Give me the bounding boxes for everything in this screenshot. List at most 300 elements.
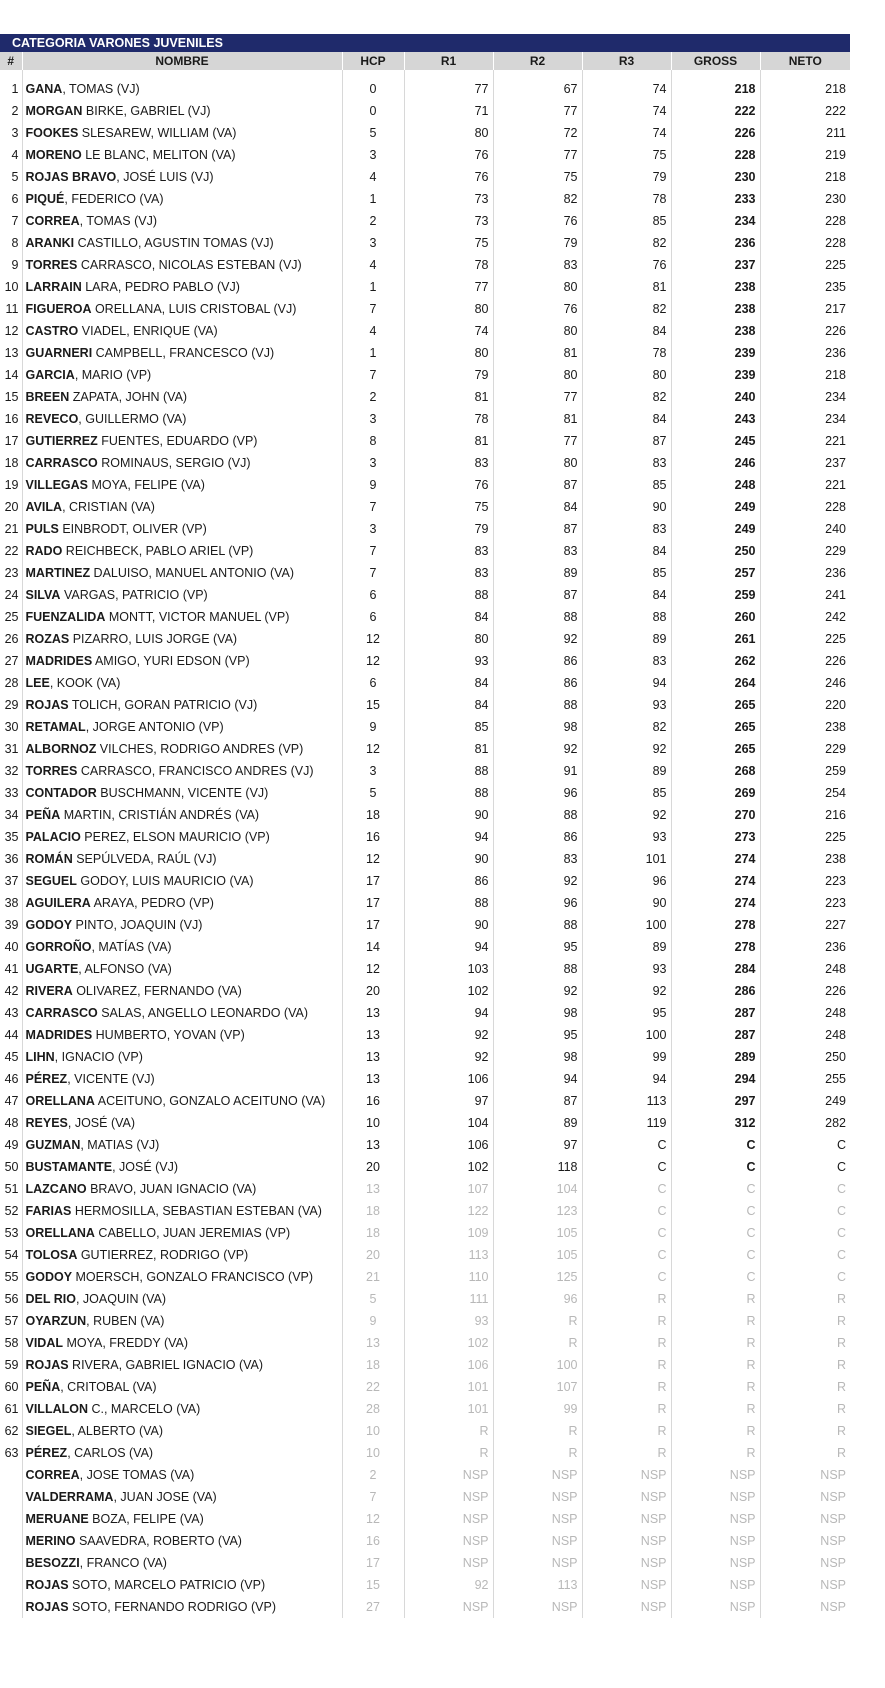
player-given-name: VILCHES, RODRIGO ANDRES (VP) [96, 742, 304, 756]
cell-gross: 294 [671, 1068, 760, 1090]
cell-gross: 237 [671, 254, 760, 276]
cell-player-name [22, 1574, 342, 1596]
cell-player-name [22, 122, 342, 144]
cell-r2: 100 [493, 1354, 582, 1376]
player-given-name: BOZA, FELIPE (VA) [88, 1512, 204, 1526]
cell-r2: 104 [493, 1178, 582, 1200]
cell-r1: NSP [404, 1508, 493, 1530]
cell-gross: 278 [671, 914, 760, 936]
cell-r3: 101 [582, 848, 671, 870]
player-surname: SIEGEL [25, 1424, 72, 1438]
cell-neto: 237 [760, 452, 850, 474]
cell-player-name [22, 562, 342, 584]
cell-r1: 101 [404, 1376, 493, 1398]
cell-r3: 94 [582, 1068, 671, 1090]
cell-player-name [22, 1244, 342, 1266]
cell-hcp: 18 [342, 804, 404, 826]
cell-player-name [22, 364, 342, 386]
table-row [0, 1222, 850, 1244]
table-row [0, 540, 850, 562]
cell-neto: 221 [760, 430, 850, 452]
player-surname: VIDAL [25, 1336, 63, 1350]
cell-gross: C [671, 1266, 760, 1288]
cell-r2: 88 [493, 914, 582, 936]
cell-gross: 249 [671, 496, 760, 518]
cell-position: 36 [4, 852, 19, 866]
cell-gross: 233 [671, 188, 760, 210]
player-given-name: , KOOK (VA) [49, 676, 121, 690]
table-row [0, 1156, 850, 1178]
cell-player-name [22, 1002, 342, 1024]
cell-r2: 83 [493, 254, 582, 276]
table-row [0, 562, 850, 584]
cell-r3: 84 [582, 540, 671, 562]
table-row [0, 78, 850, 100]
cell-player-name [22, 782, 342, 804]
player-given-name: SAAVEDRA, ROBERTO (VA) [75, 1534, 242, 1548]
player-surname: ORELLANA [25, 1226, 95, 1240]
cell-gross: 257 [671, 562, 760, 584]
player-given-name: SLESAREW, WILLIAM (VA) [78, 126, 237, 140]
cell-hcp: 4 [342, 320, 404, 342]
cell-gross: R [671, 1354, 760, 1376]
player-surname: VALDERRAMA [25, 1490, 114, 1504]
cell-player-name [22, 1596, 342, 1618]
cell-gross: C [671, 1200, 760, 1222]
player-surname: ROJAS [25, 1358, 69, 1372]
cell-r2: 82 [493, 188, 582, 210]
player-given-name: ORELLANA, LUIS CRISTOBAL (VJ) [91, 302, 297, 316]
cell-neto: 226 [760, 650, 850, 672]
cell-r2: 77 [493, 430, 582, 452]
table-row [0, 276, 850, 298]
cell-hcp: 13 [342, 1068, 404, 1090]
cell-position: 58 [4, 1336, 19, 1350]
cell-r2: 97 [493, 1134, 582, 1156]
cell-r2: 83 [493, 848, 582, 870]
cell-player-name [22, 1464, 342, 1486]
cell-neto: 228 [760, 210, 850, 232]
cell-neto: 234 [760, 386, 850, 408]
cell-r2: 80 [493, 320, 582, 342]
results-sheet [0, 34, 850, 1618]
cell-hcp: 7 [342, 364, 404, 386]
cell-gross: 264 [671, 672, 760, 694]
player-surname: MARTINEZ [25, 566, 91, 580]
cell-position: 4 [11, 148, 19, 162]
cell-gross: 269 [671, 782, 760, 804]
cell-neto: R [760, 1398, 850, 1420]
cell-player-name [22, 804, 342, 826]
player-given-name: , JOAQUIN (VA) [75, 1292, 167, 1306]
cell-hcp: 10 [342, 1420, 404, 1442]
cell-hcp: 27 [342, 1596, 404, 1618]
cell-r3: NSP [582, 1574, 671, 1596]
cell-gross: 230 [671, 166, 760, 188]
cell-gross: 312 [671, 1112, 760, 1134]
cell-neto: 223 [760, 892, 850, 914]
cell-r1: 84 [404, 694, 493, 716]
cell-hcp: 0 [342, 100, 404, 122]
cell-r2: 92 [493, 628, 582, 650]
table-row [0, 1420, 850, 1442]
cell-r2: 84 [493, 496, 582, 518]
cell-position: 55 [4, 1270, 19, 1284]
player-surname: VILLEGAS [25, 478, 89, 492]
cell-r1: 102 [404, 980, 493, 1002]
player-given-name: , JORGE ANTONIO (VP) [85, 720, 224, 734]
cell-r3: 85 [582, 782, 671, 804]
table-row [0, 386, 850, 408]
table-row [0, 430, 850, 452]
cell-r3: C [582, 1266, 671, 1288]
cell-hcp: 7 [342, 562, 404, 584]
cell-r2: 77 [493, 144, 582, 166]
table-row [0, 1024, 850, 1046]
player-surname: ROJAS [25, 1600, 69, 1614]
cell-hcp: 13 [342, 1332, 404, 1354]
player-surname: ROMÁN [25, 852, 73, 866]
cell-r1: 103 [404, 958, 493, 980]
player-surname: FARIAS [25, 1204, 72, 1218]
cell-gross: R [671, 1420, 760, 1442]
player-surname: BREEN [25, 390, 70, 404]
cell-position: 60 [4, 1380, 19, 1394]
header-neto: NETO [760, 52, 850, 70]
cell-hcp: 7 [342, 496, 404, 518]
cell-hcp: 18 [342, 1354, 404, 1376]
header-r1: R1 [404, 52, 493, 70]
player-surname: GARCIA [25, 368, 75, 382]
cell-player-name [22, 342, 342, 364]
cell-neto: R [760, 1354, 850, 1376]
table-row [0, 1200, 850, 1222]
cell-player-name [22, 452, 342, 474]
cell-r2: 88 [493, 958, 582, 980]
cell-player-name [22, 1024, 342, 1046]
cell-r2: 105 [493, 1244, 582, 1266]
cell-r3: C [582, 1134, 671, 1156]
cell-hcp: 5 [342, 782, 404, 804]
table-row [0, 1178, 850, 1200]
player-given-name: SOTO, MARCELO PATRICIO (VP) [68, 1578, 266, 1592]
player-given-name: PEREZ, ELSON MAURICIO (VP) [80, 830, 270, 844]
player-given-name: ARAYA, PEDRO (VP) [90, 896, 214, 910]
cell-r3: 93 [582, 958, 671, 980]
cell-player-name [22, 584, 342, 606]
cell-gross: C [671, 1178, 760, 1200]
cell-r1: 74 [404, 320, 493, 342]
cell-r2: 96 [493, 892, 582, 914]
cell-neto: 242 [760, 606, 850, 628]
player-surname: VILLALON [25, 1402, 88, 1416]
cell-r3: C [582, 1156, 671, 1178]
cell-r1: 81 [404, 386, 493, 408]
cell-r1: 90 [404, 848, 493, 870]
cell-r2: 76 [493, 298, 582, 320]
cell-r3: 83 [582, 452, 671, 474]
player-given-name: MARTIN, CRISTIÁN ANDRÉS (VA) [60, 808, 260, 822]
cell-hcp: 1 [342, 276, 404, 298]
cell-hcp: 9 [342, 716, 404, 738]
player-surname: DEL RIO [25, 1292, 76, 1306]
cell-hcp: 7 [342, 540, 404, 562]
cell-r2: 87 [493, 584, 582, 606]
cell-position: 27 [4, 654, 19, 668]
cell-position: 57 [4, 1314, 19, 1328]
cell-r2: 98 [493, 716, 582, 738]
cell-player-name [22, 1068, 342, 1090]
cell-position [0, 1596, 22, 1618]
player-surname: CORREA [25, 1468, 80, 1482]
player-given-name: , VICENTE (VJ) [67, 1072, 155, 1086]
cell-position: 25 [4, 610, 19, 624]
cell-hcp: 21 [342, 1266, 404, 1288]
cell-position: 10 [4, 280, 19, 294]
cell-neto: C [760, 1156, 850, 1178]
cell-neto: C [760, 1134, 850, 1156]
player-given-name: OLIVAREZ, FERNANDO (VA) [72, 984, 242, 998]
cell-hcp: 15 [342, 1574, 404, 1596]
player-given-name: , IGNACIO (VP) [54, 1050, 143, 1064]
player-given-name: VIADEL, ENRIQUE (VA) [78, 324, 218, 338]
cell-r2: 87 [493, 474, 582, 496]
player-given-name: LE BLANC, MELITON (VA) [81, 148, 236, 162]
results-body [0, 70, 850, 1618]
player-given-name: MOERSCH, GONZALO FRANCISCO (VP) [72, 1270, 314, 1284]
cell-r1: 76 [404, 474, 493, 496]
cell-position: 43 [4, 1006, 19, 1020]
cell-hcp: 12 [342, 1508, 404, 1530]
cell-r1: 81 [404, 738, 493, 760]
player-given-name: , MATÍAS (VA) [91, 940, 172, 954]
cell-r2: 88 [493, 804, 582, 826]
cell-r3: R [582, 1332, 671, 1354]
cell-hcp: 6 [342, 606, 404, 628]
player-surname: LEE [25, 676, 50, 690]
table-row [0, 1244, 850, 1266]
cell-position: 52 [4, 1204, 19, 1218]
player-given-name: , CRISTIAN (VA) [62, 500, 155, 514]
player-surname: UGARTE [25, 962, 79, 976]
cell-r3: NSP [582, 1508, 671, 1530]
cell-r1: 80 [404, 122, 493, 144]
table-row [0, 1464, 850, 1486]
player-given-name: CASTILLO, AGUSTIN TOMAS (VJ) [74, 236, 274, 250]
cell-r2: 95 [493, 1024, 582, 1046]
cell-gross: 287 [671, 1024, 760, 1046]
cell-r2: 105 [493, 1222, 582, 1244]
cell-gross: 246 [671, 452, 760, 474]
table-row [0, 298, 850, 320]
cell-neto: 221 [760, 474, 850, 496]
table-row [0, 1530, 850, 1552]
cell-r3: R [582, 1376, 671, 1398]
table-row [0, 650, 850, 672]
cell-r1: 76 [404, 144, 493, 166]
cell-position: 47 [4, 1094, 19, 1108]
cell-position: 45 [4, 1050, 19, 1064]
table-row [0, 584, 850, 606]
cell-hcp: 6 [342, 672, 404, 694]
cell-position: 18 [4, 456, 19, 470]
player-surname: CARRASCO [25, 456, 98, 470]
cell-gross: 218 [671, 78, 760, 100]
cell-neto: R [760, 1420, 850, 1442]
player-given-name: GODOY, LUIS MAURICIO (VA) [76, 874, 254, 888]
cell-hcp: 3 [342, 232, 404, 254]
cell-position [0, 1508, 22, 1530]
cell-player-name [22, 1200, 342, 1222]
cell-hcp: 5 [342, 122, 404, 144]
cell-r3: NSP [582, 1486, 671, 1508]
cell-hcp: 3 [342, 518, 404, 540]
player-given-name: SEPÚLVEDA, RAÚL (VJ) [72, 852, 217, 866]
cell-r1: NSP [404, 1596, 493, 1618]
cell-hcp: 15 [342, 694, 404, 716]
cell-gross: NSP [671, 1508, 760, 1530]
cell-player-name [22, 606, 342, 628]
cell-player-name [22, 694, 342, 716]
cell-r2: 77 [493, 100, 582, 122]
player-surname: ROJAS [25, 1578, 69, 1592]
cell-gross: 236 [671, 232, 760, 254]
cell-player-name [22, 1332, 342, 1354]
player-surname: BESOZZI [25, 1556, 80, 1570]
cell-player-name [22, 408, 342, 430]
cell-r3: 80 [582, 364, 671, 386]
cell-hcp: 28 [342, 1398, 404, 1420]
cell-r1: 93 [404, 650, 493, 672]
table-row [0, 870, 850, 892]
cell-neto: 218 [760, 78, 850, 100]
cell-r2: R [493, 1442, 582, 1464]
player-surname: PIQUÉ [25, 192, 65, 206]
cell-r1: 94 [404, 936, 493, 958]
player-given-name: FUENTES, EDUARDO (VP) [97, 434, 258, 448]
cell-r3: 93 [582, 826, 671, 848]
cell-r3: 87 [582, 430, 671, 452]
cell-r2: 98 [493, 1002, 582, 1024]
player-surname: RADO [25, 544, 63, 558]
player-surname: MORGAN [25, 104, 83, 118]
player-given-name: , JOSÉ (VJ) [112, 1160, 179, 1174]
cell-r3: 113 [582, 1090, 671, 1112]
cell-neto: 249 [760, 1090, 850, 1112]
cell-player-name [22, 320, 342, 342]
player-given-name: C., MARCELO (VA) [88, 1402, 201, 1416]
cell-r3: 84 [582, 584, 671, 606]
cell-player-name [22, 1508, 342, 1530]
table-row [0, 452, 850, 474]
cell-r1: 78 [404, 254, 493, 276]
cell-position: 3 [11, 126, 19, 140]
player-given-name: , JOSÉ (VA) [67, 1116, 136, 1130]
player-surname: AGUILERA [25, 896, 91, 910]
cell-position [0, 1486, 22, 1508]
cell-player-name [22, 716, 342, 738]
cell-r1: 122 [404, 1200, 493, 1222]
table-row [0, 518, 850, 540]
cell-r1: 76 [404, 166, 493, 188]
cell-position: 44 [4, 1028, 19, 1042]
header-row [0, 52, 850, 70]
cell-gross: 238 [671, 276, 760, 298]
cell-neto: 248 [760, 958, 850, 980]
cell-neto: R [760, 1376, 850, 1398]
player-given-name: DALUISO, MANUEL ANTONIO (VA) [90, 566, 295, 580]
cell-player-name [22, 848, 342, 870]
cell-position: 50 [4, 1160, 19, 1174]
cell-player-name [22, 430, 342, 452]
cell-hcp: 17 [342, 870, 404, 892]
cell-r3: 89 [582, 760, 671, 782]
cell-r3: 78 [582, 342, 671, 364]
cell-r1: 102 [404, 1156, 493, 1178]
cell-position [0, 1464, 22, 1486]
table-row [0, 1134, 850, 1156]
cell-hcp: 4 [342, 254, 404, 276]
cell-gross: NSP [671, 1486, 760, 1508]
cell-r2: 92 [493, 738, 582, 760]
cell-position: 46 [4, 1072, 19, 1086]
cell-r3: 75 [582, 144, 671, 166]
cell-r1: 106 [404, 1134, 493, 1156]
player-given-name: , JUAN JOSE (VA) [113, 1490, 217, 1504]
cell-r2: NSP [493, 1530, 582, 1552]
cell-player-name [22, 628, 342, 650]
cell-position: 14 [4, 368, 19, 382]
cell-hcp: 8 [342, 430, 404, 452]
cell-r2: NSP [493, 1596, 582, 1618]
cell-r1: 79 [404, 518, 493, 540]
cell-position [0, 1530, 22, 1552]
cell-position: 26 [4, 632, 19, 646]
cell-r3: 83 [582, 518, 671, 540]
player-surname: REYES [25, 1116, 68, 1130]
cell-player-name [22, 1486, 342, 1508]
player-surname: FIGUEROA [25, 302, 92, 316]
cell-r1: 73 [404, 210, 493, 232]
cell-position: 63 [4, 1446, 19, 1460]
cell-r1: 97 [404, 1090, 493, 1112]
cell-hcp: 12 [342, 848, 404, 870]
cell-player-name [22, 188, 342, 210]
cell-gross: 265 [671, 716, 760, 738]
header-hcp: HCP [342, 52, 404, 70]
player-surname: FUENZALIDA [25, 610, 106, 624]
cell-player-name [22, 254, 342, 276]
cell-gross: 265 [671, 694, 760, 716]
player-surname: GODOY [25, 1270, 73, 1284]
cell-neto: 229 [760, 540, 850, 562]
cell-r1: 106 [404, 1354, 493, 1376]
player-given-name: ROMINAUS, SERGIO (VJ) [97, 456, 251, 470]
cell-r2: 77 [493, 386, 582, 408]
cell-position: 2 [11, 104, 19, 118]
cell-r1: 90 [404, 914, 493, 936]
cell-position: 39 [4, 918, 19, 932]
cell-player-name [22, 386, 342, 408]
cell-gross: R [671, 1398, 760, 1420]
cell-gross: 239 [671, 342, 760, 364]
cell-hcp: 9 [342, 1310, 404, 1332]
cell-r3: 82 [582, 386, 671, 408]
cell-r3: 74 [582, 100, 671, 122]
player-given-name: , RUBEN (VA) [86, 1314, 165, 1328]
cell-hcp: 13 [342, 1024, 404, 1046]
player-surname: CASTRO [25, 324, 79, 338]
